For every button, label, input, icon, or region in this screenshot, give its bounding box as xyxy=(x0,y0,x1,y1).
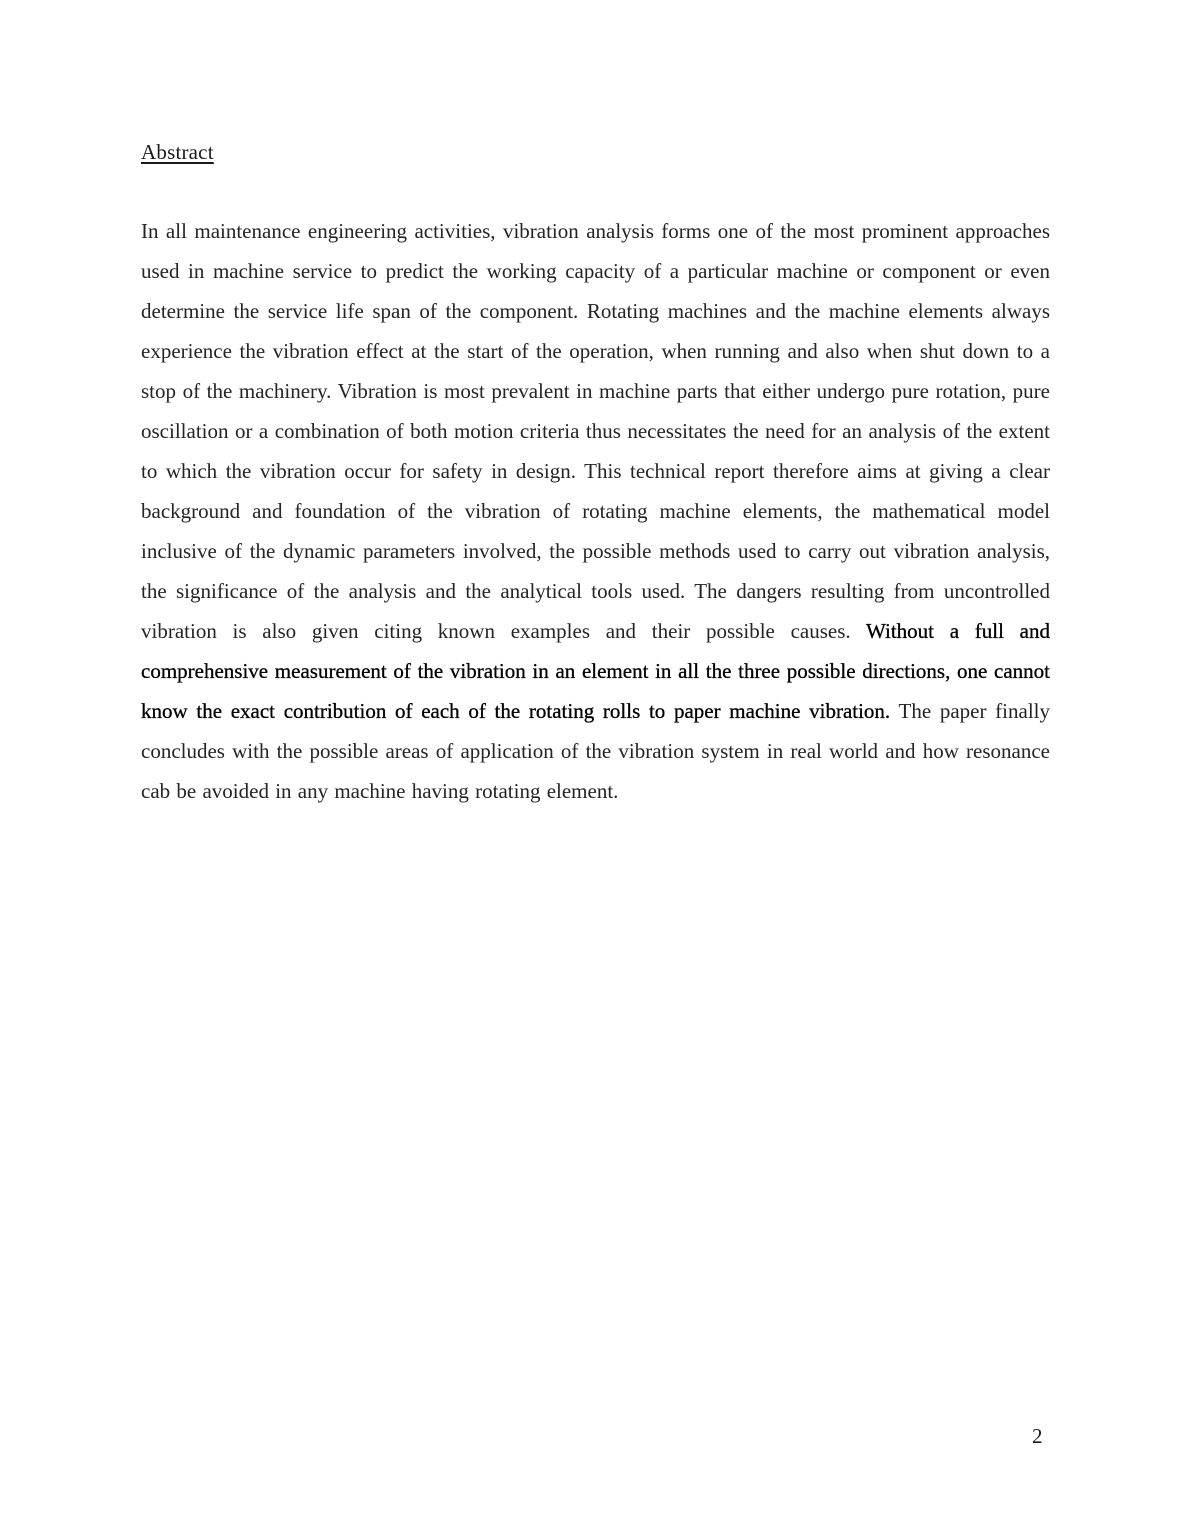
abstract-text-part2: The paper finally concludes with the possible areas of application of the vibration system in real world and how resonance cab be avoided in any machine having rotating element. xyxy=(141,699,1050,803)
page-number: 2 xyxy=(1032,1424,1043,1448)
abstract-text-emphasis: Without a full and comprehensive measurement of the vibration in an element in all the three possible directions, one cannot know the exact contribution of each of the rotating rolls to paper machine vibration. xyxy=(141,619,1050,723)
abstract-heading: Abstract xyxy=(141,140,214,164)
abstract-paragraph xyxy=(141,211,1050,811)
abstract-text-part1: In all maintenance engineering activities, vibration analysis forms one of the most prominent approaches used in machine service to predict the working capacity of a particular machine or component or even determine the service life span of the component. Rotating machines and the machine elements always experience the vibration effect at the start of the operation, when running and also when shut down to a stop of the machinery. Vibration is most prevalent in machine parts that either undergo pure rotation, pure oscillation or a combination of both motion criteria thus necessitates the need for an analysis of the extent to which the vibration occur for safety in design. This technical report therefore aims at giving a clear background and foundation of the vibration of rotating machine elements, the mathematical model inclusive of the dynamic parameters involved, the possible methods used to carry out vibration analysis, the significance of the analysis and the analytical tools used. The dangers resulting from uncontrolled vibration is also given citing known examples and their possible causes. xyxy=(141,219,1050,643)
